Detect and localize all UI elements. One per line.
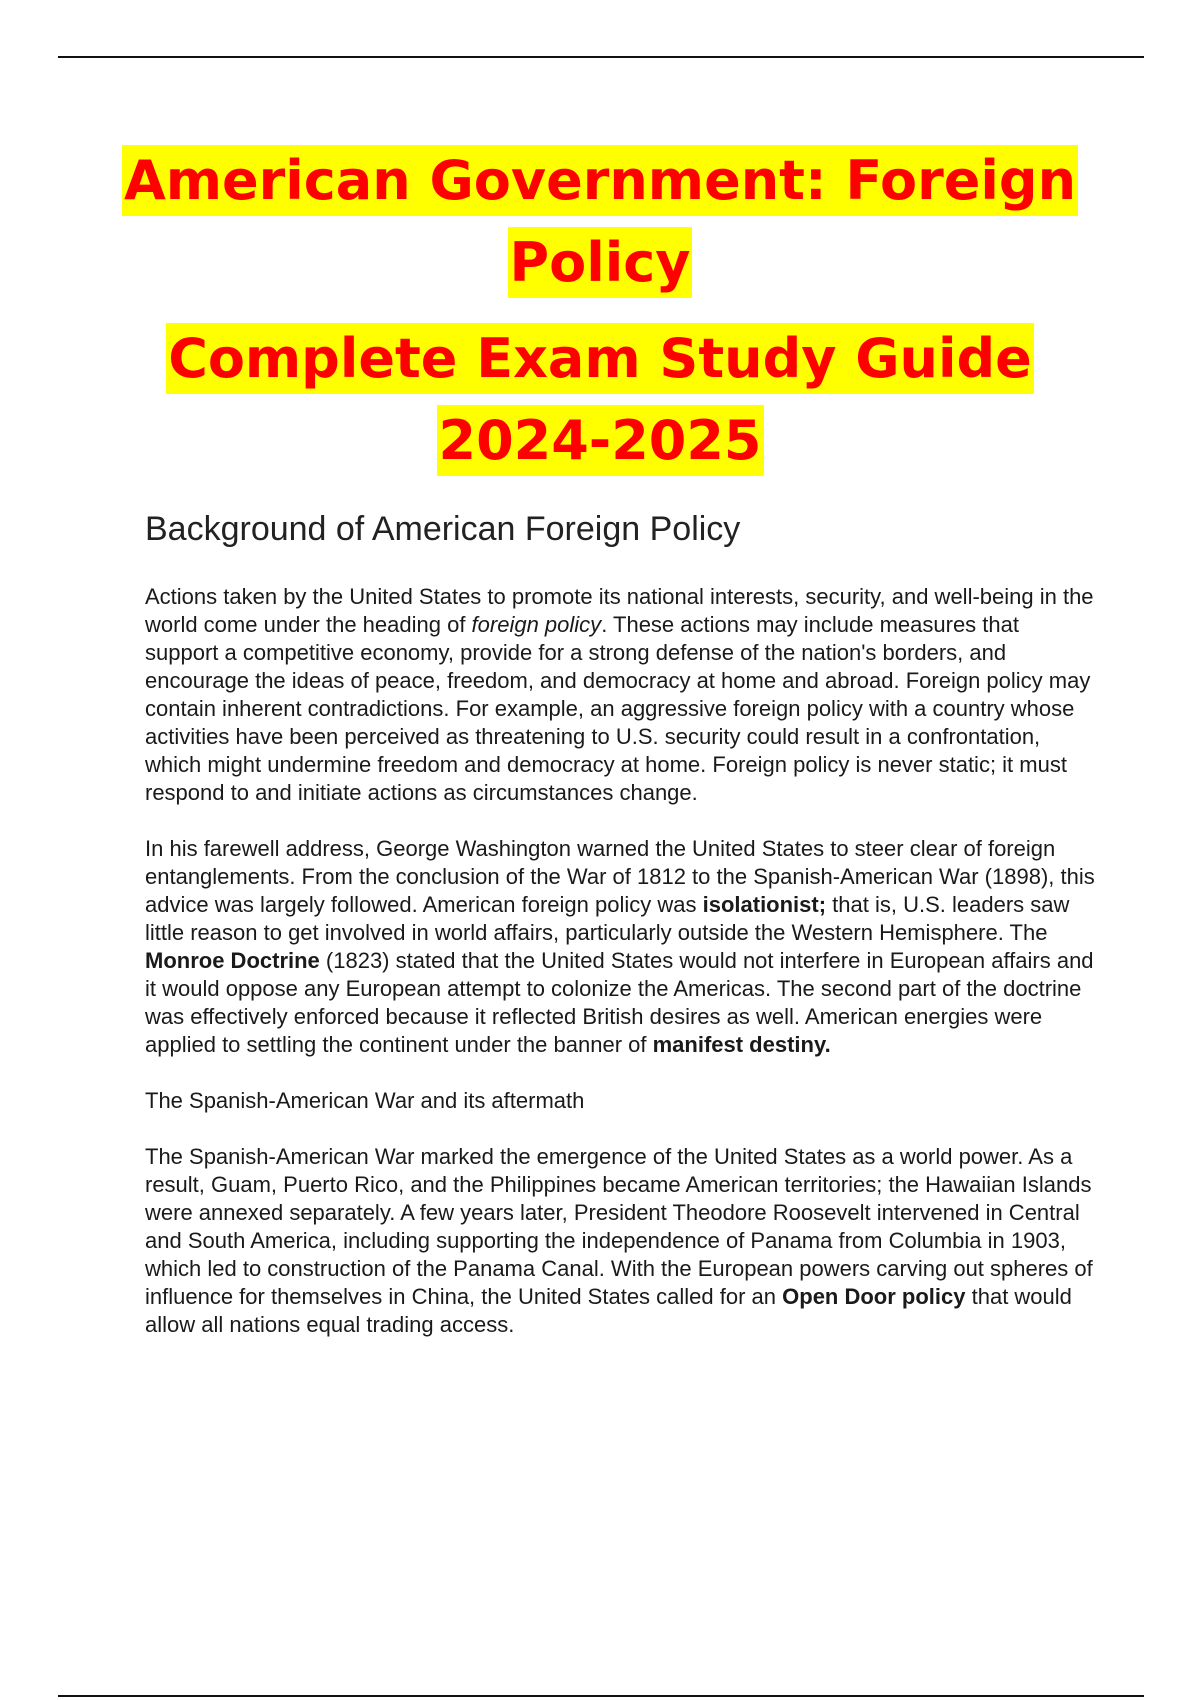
p2-text-b: that is, U.S. leaders saw little reason to get involved in world affairs, particularly outside the Western Hemisphere. The — [145, 892, 1070, 945]
p3-text-a: The Spanish-American War marked the emergence of the United States as a world power. As a result, Guam, Puerto Rico, and the Philippines became American territories; the Hawaiian Islands were annexed separately. A few years later, President Theodore Roosevelt intervened in Central and South America, including supporting the independence of Panama from Columbia in 1903, which led to construction of the Panama Canal. With the European powers carving out spheres of influence for themselves in China, the United States called for an — [145, 1144, 1093, 1309]
subsection-heading: The Spanish-American War and its aftermath — [145, 1088, 585, 1113]
title-line-4: 2024-2025 — [437, 405, 764, 476]
p1-text-b: . These actions may include measures that support a competitive economy, provide for a strong defense of the nation's borders, and encourage the ideas of peace, freedom, and democracy at home and abroad. Foreign policy may contain inherent contradictions. For example, an aggressive foreign policy with a country whose activities have been perceived as threatening to U.S. security could result in a confrontation, which might undermine freedom and democracy at home. Foreign policy is never static; it must respond to and initiate actions as circumstances change. — [145, 612, 1091, 805]
top-rule — [58, 56, 1144, 58]
paragraph-3 — [145, 1143, 1095, 1339]
document-title — [60, 140, 1140, 482]
title-line-2: Policy — [508, 227, 693, 298]
p2-text-a: In his farewell address, George Washington warned the United States to steer clear of foreign entanglements. From the conclusion of the War of 1812 to the Spanish-American War (1898), this advice was largely followed. American foreign policy was — [145, 836, 1095, 917]
section-heading: Background of American Foreign Policy — [145, 510, 741, 548]
p3-term-open-door-policy: Open Door policy — [782, 1284, 966, 1309]
p2-term-manifest-destiny: manifest destiny. — [652, 1032, 831, 1057]
document-body — [145, 510, 1095, 1367]
paragraph-2 — [145, 835, 1095, 1059]
paragraph-1 — [145, 583, 1095, 807]
p2-term-monroe-doctrine: Monroe Doctrine — [145, 948, 320, 973]
bottom-rule — [58, 1695, 1144, 1697]
p1-text-a: Actions taken by the United States to promote its national interests, security, and well-being in the world come under the heading of — [145, 584, 1094, 637]
title-line-3: Complete Exam Study Guide — [166, 323, 1034, 394]
p3-text-b: that would allow all nations equal trading access. — [145, 1284, 1072, 1337]
p1-emphasis: foreign policy — [471, 612, 602, 637]
title-line-1: American Government: Foreign — [122, 145, 1078, 216]
p2-term-isolationist: isolationist; — [702, 892, 827, 917]
p2-text-c: (1823) stated that the United States would not interfere in European affairs and it would oppose any European attempt to colonize the Americas. The second part of the doctrine was effectively enforced because it reflected British desires as well. American energies were applied to settling the continent under the banner of — [145, 948, 1094, 1057]
